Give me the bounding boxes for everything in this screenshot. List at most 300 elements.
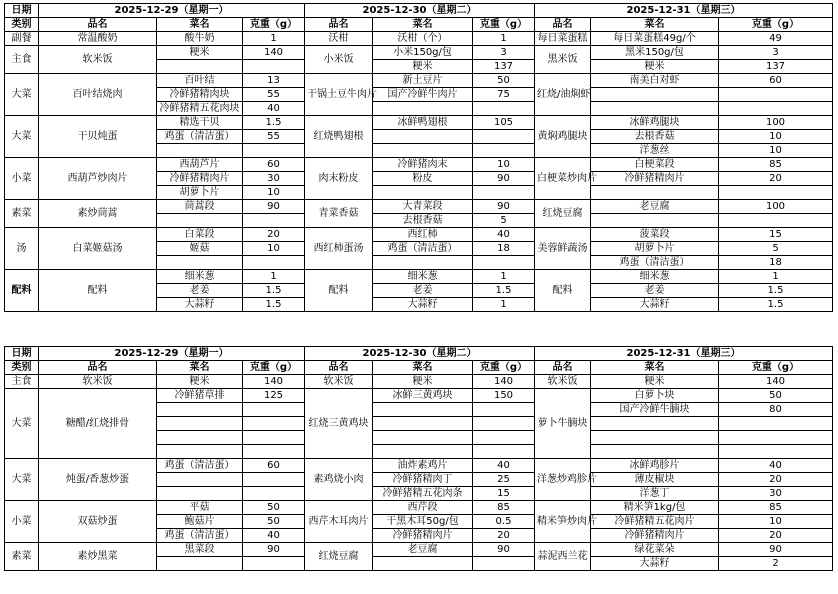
ingredient-cell: 冷鲜猪精肉片 [591, 529, 719, 543]
weight-cell: 40 [243, 529, 305, 543]
weight-cell: 5 [719, 242, 833, 256]
ingredient-cell: 粳米 [373, 60, 473, 74]
ingredient-cell: 百叶结 [157, 74, 243, 88]
date-label: 日期 [5, 4, 39, 18]
weight-cell: 90 [243, 543, 305, 557]
ingredient-cell: 粳米 [157, 375, 243, 389]
category-cell: 素菜 [5, 200, 39, 228]
ingredient-cell: 南美白对虾 [591, 74, 719, 88]
ingredient-cell: 冰鲜鸡胗片 [591, 459, 719, 473]
ingredient-cell [591, 445, 719, 459]
ingredient-cell: 冰鲜三黄鸡块 [373, 389, 473, 403]
ingredient-cell: 黑菜段 [157, 543, 243, 557]
ingredient-cell: 小米150g/包 [373, 46, 473, 60]
ingredient-cell: 姬菇 [157, 242, 243, 256]
weight-header: 克重（g） [719, 361, 833, 375]
day-header: 2025-12-31（星期三） [535, 347, 833, 361]
dish-name-cell: 软米饭 [305, 375, 373, 389]
ingredient-cell: 胡萝卜片 [591, 242, 719, 256]
ingredient-cell [373, 256, 473, 270]
weight-cell: 1.5 [243, 284, 305, 298]
ingredient-cell: 大蒜籽 [373, 298, 473, 312]
ingredient-cell: 薄皮椒块 [591, 473, 719, 487]
weight-cell: 20 [243, 228, 305, 242]
caiming-header: 菜名 [157, 18, 243, 32]
weight-cell: 105 [473, 116, 535, 130]
ingredient-cell: 酸牛奶 [157, 32, 243, 46]
weight-cell [243, 403, 305, 417]
weight-cell: 20 [473, 529, 535, 543]
dish-name-cell: 白菜姬菇汤 [39, 228, 157, 270]
ingredient-cell [157, 445, 243, 459]
weight-cell: 10 [719, 144, 833, 158]
ingredient-cell [157, 60, 243, 74]
pinming-header: 品名 [305, 361, 373, 375]
weight-cell: 140 [719, 375, 833, 389]
dish-name-cell: 白梗菜炒肉片 [535, 158, 591, 200]
ingredient-cell: 鸡蛋（清洁蛋） [157, 130, 243, 144]
ingredient-cell: 国产冷鲜牛肉片 [373, 88, 473, 102]
weight-cell: 1 [243, 270, 305, 284]
weight-cell: 40 [473, 459, 535, 473]
dish-name-cell: 配料 [39, 270, 157, 312]
weight-cell: 40 [719, 459, 833, 473]
weight-cell: 10 [719, 130, 833, 144]
ingredient-cell: 粳米 [373, 375, 473, 389]
weight-cell: 10 [243, 186, 305, 200]
ingredient-cell: 鲍菇片 [157, 515, 243, 529]
weight-cell [473, 102, 535, 116]
category-header: 类别 [5, 18, 39, 32]
ingredient-cell [157, 487, 243, 501]
ingredient-cell: 冷鲜猪精五花肉条 [373, 487, 473, 501]
column-header-row [5, 361, 833, 375]
ingredient-cell [373, 186, 473, 200]
weight-cell: 1.5 [719, 298, 833, 312]
ingredient-cell [157, 403, 243, 417]
dish-name-cell: 炖蛋/香葱炒蛋 [39, 459, 157, 501]
ingredient-cell: 冷鲜猪精肉片 [591, 172, 719, 186]
dish-name-cell: 常温酸奶 [39, 32, 157, 46]
weight-cell: 125 [243, 389, 305, 403]
category-cell: 主食 [5, 375, 39, 389]
table-row [5, 200, 833, 214]
dish-name-cell: 黑米饭 [535, 46, 591, 74]
caiming-header: 菜名 [157, 361, 243, 375]
weight-cell: 140 [243, 46, 305, 60]
ingredient-cell: 鸡蛋（清洁蛋） [157, 529, 243, 543]
ingredient-cell: 西芹段 [373, 501, 473, 515]
weight-cell [243, 60, 305, 74]
weight-cell: 90 [473, 543, 535, 557]
ingredient-cell [157, 557, 243, 571]
ingredient-cell [157, 473, 243, 487]
ingredient-cell: 鸡蛋（清洁蛋） [373, 242, 473, 256]
weight-cell: 1 [473, 298, 535, 312]
ingredient-cell: 西红柿 [373, 228, 473, 242]
weight-cell: 25 [473, 473, 535, 487]
ingredient-cell: 精米笋1kg/包 [591, 501, 719, 515]
ingredient-cell: 白萝卜块 [591, 389, 719, 403]
ingredient-cell: 冰鲜鸭翅根 [373, 116, 473, 130]
ingredient-cell [157, 417, 243, 431]
ingredient-cell: 洋葱丁 [591, 487, 719, 501]
dish-name-cell: 配料 [535, 270, 591, 312]
weight-cell: 15 [473, 487, 535, 501]
pinming-header: 品名 [305, 18, 373, 32]
weight-cell: 3 [719, 46, 833, 60]
weight-cell: 1.5 [243, 298, 305, 312]
ingredient-cell: 大蒜籽 [157, 298, 243, 312]
ingredient-cell: 菠菜段 [591, 228, 719, 242]
weight-cell [473, 557, 535, 571]
category-cell: 主食 [5, 46, 39, 74]
day-header: 2025-12-30（星期二） [305, 4, 535, 18]
weight-cell [473, 445, 535, 459]
weight-cell: 140 [243, 375, 305, 389]
weight-cell: 20 [719, 529, 833, 543]
dish-name-cell: 干锅土豆牛肉片 [305, 74, 373, 116]
weight-cell: 75 [473, 88, 535, 102]
weight-cell: 2 [719, 557, 833, 571]
dish-name-cell: 双菇炒蛋 [39, 501, 157, 543]
dish-name-cell: 小米饭 [305, 46, 373, 74]
weight-cell: 80 [719, 403, 833, 417]
day-header: 2025-12-31（星期三） [535, 4, 833, 18]
dish-name-cell: 红烧三黄鸡块 [305, 389, 373, 459]
date-header-row [5, 4, 833, 18]
dish-name-cell: 红烧豆腐 [305, 543, 373, 571]
weight-cell: 1.5 [473, 284, 535, 298]
ingredient-cell: 白菜段 [157, 228, 243, 242]
dish-name-cell: 美蓉鲜蔬汤 [535, 228, 591, 270]
ingredient-cell: 洋葱丝 [591, 144, 719, 158]
weight-cell [719, 102, 833, 116]
caiming-header: 菜名 [373, 18, 473, 32]
weight-cell [719, 445, 833, 459]
ingredient-cell: 老豆腐 [373, 543, 473, 557]
weight-cell [243, 417, 305, 431]
weight-cell [243, 214, 305, 228]
weight-cell: 20 [719, 172, 833, 186]
ingredient-cell: 去根香菇 [373, 214, 473, 228]
weight-cell: 55 [243, 88, 305, 102]
weight-cell: 18 [719, 256, 833, 270]
weight-cell: 18 [473, 242, 535, 256]
ingredient-cell: 黑米150g/包 [591, 46, 719, 60]
ingredient-cell: 去根香菇 [591, 130, 719, 144]
ingredient-cell: 细米葱 [157, 270, 243, 284]
weight-cell: 50 [719, 389, 833, 403]
weight-cell: 140 [473, 375, 535, 389]
weight-cell: 13 [243, 74, 305, 88]
weight-cell: 100 [719, 116, 833, 130]
weight-cell: 1 [473, 32, 535, 46]
table-row [5, 116, 833, 130]
ingredient-cell: 鸡蛋（清洁蛋） [591, 256, 719, 270]
menu-table-1-body [5, 4, 833, 312]
weight-cell [719, 214, 833, 228]
ingredient-cell: 精选干贝 [157, 116, 243, 130]
table-row [5, 32, 833, 46]
table-row [5, 74, 833, 88]
weight-cell: 137 [719, 60, 833, 74]
ingredient-cell: 平菇 [157, 501, 243, 515]
weight-cell: 1.5 [243, 116, 305, 130]
ingredient-cell: 西葫芦片 [157, 158, 243, 172]
weight-cell [473, 431, 535, 445]
ingredient-cell: 冷鲜猪精肉块 [157, 88, 243, 102]
weight-cell: 90 [719, 543, 833, 557]
ingredient-cell: 冷鲜猪精肉丁 [373, 473, 473, 487]
ingredient-cell [157, 256, 243, 270]
ingredient-cell: 细米葱 [373, 270, 473, 284]
ingredient-cell: 鸡蛋（清洁蛋） [157, 459, 243, 473]
weight-cell: 50 [473, 74, 535, 88]
weight-cell: 150 [473, 389, 535, 403]
weight-cell: 30 [719, 487, 833, 501]
dish-name-cell: 肉末粉皮 [305, 158, 373, 200]
dish-name-cell: 青菜香菇 [305, 200, 373, 228]
weight-cell: 60 [243, 158, 305, 172]
ingredient-cell: 冷鲜猪精肉片 [157, 172, 243, 186]
ingredient-cell: 粳米 [591, 375, 719, 389]
day-header: 2025-12-29（星期一） [39, 347, 305, 361]
caiming-header: 菜名 [591, 361, 719, 375]
ingredient-cell [591, 186, 719, 200]
weight-cell: 1 [719, 270, 833, 284]
dish-name-cell: 素炒黑菜 [39, 543, 157, 571]
weight-cell [243, 487, 305, 501]
ingredient-cell: 大青菜段 [373, 200, 473, 214]
weight-cell [719, 88, 833, 102]
ingredient-cell [373, 102, 473, 116]
weight-cell: 30 [243, 172, 305, 186]
ingredient-cell: 沃柑（个） [373, 32, 473, 46]
ingredient-cell: 国产冷鲜牛腩块 [591, 403, 719, 417]
dish-name-cell: 百叶结烧肉 [39, 74, 157, 116]
ingredient-cell: 干黑木耳50g/包 [373, 515, 473, 529]
dish-name-cell: 黄焖鸡腿块 [535, 116, 591, 158]
dish-name-cell: 精米笋炒肉片 [535, 501, 591, 543]
category-cell: 配料 [5, 270, 39, 312]
ingredient-cell [373, 431, 473, 445]
pinming-header: 品名 [39, 361, 157, 375]
table-row [5, 270, 833, 284]
weight-cell: 15 [719, 228, 833, 242]
category-cell: 大菜 [5, 74, 39, 116]
table-row [5, 228, 833, 242]
weight-cell: 137 [473, 60, 535, 74]
weight-cell [243, 557, 305, 571]
ingredient-cell: 冰鲜鸡腿块 [591, 116, 719, 130]
weight-header: 克重（g） [719, 18, 833, 32]
weight-cell: 1 [243, 32, 305, 46]
weight-cell [243, 445, 305, 459]
dish-name-cell: 红烧/油焖虾 [535, 74, 591, 116]
ingredient-cell [157, 144, 243, 158]
ingredient-cell: 老豆腐 [591, 200, 719, 214]
dish-name-cell: 糖醋/红烧排骨 [39, 389, 157, 459]
category-cell: 大菜 [5, 389, 39, 459]
dish-name-cell: 每日菜蛋糕 [535, 32, 591, 46]
ingredient-cell [591, 88, 719, 102]
weight-cell: 60 [243, 459, 305, 473]
ingredient-cell: 茼蒿段 [157, 200, 243, 214]
dish-name-cell: 软米饭 [39, 46, 157, 74]
menu-table-2 [4, 346, 833, 571]
ingredient-cell [591, 431, 719, 445]
category-cell: 素菜 [5, 543, 39, 571]
weight-cell: 50 [243, 515, 305, 529]
dish-name-cell: 洋葱炒鸡胗片 [535, 459, 591, 501]
dish-name-cell: 红烧鸭翅根 [305, 116, 373, 158]
dish-name-cell: 西芹木耳肉片 [305, 501, 373, 543]
ingredient-cell: 每日菜蛋糕49g/个 [591, 32, 719, 46]
weight-cell: 85 [719, 158, 833, 172]
ingredient-cell [373, 130, 473, 144]
ingredient-cell: 细米葱 [591, 270, 719, 284]
dish-name-cell: 萝卜牛腩块 [535, 389, 591, 459]
table-row [5, 158, 833, 172]
weight-cell [243, 144, 305, 158]
weight-header: 克重（g） [473, 18, 535, 32]
weight-cell: 20 [719, 473, 833, 487]
table-row [5, 501, 833, 515]
weight-cell [243, 256, 305, 270]
ingredient-cell [591, 214, 719, 228]
dish-name-cell: 软米饭 [535, 375, 591, 389]
pinming-header: 品名 [535, 361, 591, 375]
weight-cell: 0.5 [473, 515, 535, 529]
weight-cell: 90 [473, 200, 535, 214]
category-cell: 副餐 [5, 32, 39, 46]
weight-cell: 40 [473, 228, 535, 242]
table-row [5, 46, 833, 60]
ingredient-cell [373, 403, 473, 417]
weight-cell: 90 [473, 172, 535, 186]
weight-cell: 49 [719, 32, 833, 46]
weight-cell [243, 473, 305, 487]
weight-cell [719, 417, 833, 431]
weight-cell [243, 431, 305, 445]
date-label: 日期 [5, 347, 39, 361]
weight-cell [719, 186, 833, 200]
pinming-header: 品名 [39, 18, 157, 32]
weight-cell: 10 [719, 515, 833, 529]
category-cell: 小菜 [5, 501, 39, 543]
column-header-row [5, 18, 833, 32]
ingredient-cell [591, 417, 719, 431]
table-row [5, 543, 833, 557]
ingredient-cell [373, 557, 473, 571]
weight-cell [473, 144, 535, 158]
ingredient-cell: 老姜 [591, 284, 719, 298]
ingredient-cell: 冷鲜猪草排 [157, 389, 243, 403]
category-cell: 大菜 [5, 459, 39, 501]
ingredient-cell: 老姜 [373, 284, 473, 298]
weight-header: 克重（g） [243, 18, 305, 32]
weight-cell: 90 [243, 200, 305, 214]
weight-cell: 3 [473, 46, 535, 60]
ingredient-cell: 冷鲜猪精五花肉块 [157, 102, 243, 116]
ingredient-cell: 冷鲜猪肉末 [373, 158, 473, 172]
weight-cell: 60 [719, 74, 833, 88]
ingredient-cell: 绿花菜朵 [591, 543, 719, 557]
table-row [5, 375, 833, 389]
ingredient-cell: 冷鲜猪精五花肉片 [591, 515, 719, 529]
weight-cell [473, 256, 535, 270]
weight-cell: 1 [473, 270, 535, 284]
dish-name-cell: 素炒茼蒿 [39, 200, 157, 228]
ingredient-cell [591, 102, 719, 116]
ingredient-cell: 油炸素鸡片 [373, 459, 473, 473]
dish-name-cell: 蒜泥西兰花 [535, 543, 591, 571]
dish-name-cell: 红烧豆腐 [535, 200, 591, 228]
weight-cell: 1.5 [719, 284, 833, 298]
category-cell: 大菜 [5, 116, 39, 158]
caiming-header: 菜名 [373, 361, 473, 375]
dish-name-cell: 西葫芦炒肉片 [39, 158, 157, 200]
table-row [5, 389, 833, 403]
weight-cell: 55 [243, 130, 305, 144]
ingredient-cell: 粉皮 [373, 172, 473, 186]
dish-name-cell: 沃柑 [305, 32, 373, 46]
ingredient-cell: 大蒜籽 [591, 298, 719, 312]
ingredient-cell [373, 144, 473, 158]
ingredient-cell: 新土豆片 [373, 74, 473, 88]
ingredient-cell: 白梗菜段 [591, 158, 719, 172]
dish-name-cell: 西红柿蛋汤 [305, 228, 373, 270]
ingredient-cell: 大蒜籽 [591, 557, 719, 571]
weight-cell [473, 186, 535, 200]
weight-cell [719, 431, 833, 445]
weight-cell: 40 [243, 102, 305, 116]
menu-table-1 [4, 3, 833, 312]
menu-table-2-body [5, 347, 833, 571]
ingredient-cell: 老姜 [157, 284, 243, 298]
weight-cell: 50 [243, 501, 305, 515]
dish-name-cell: 干贝炖蛋 [39, 116, 157, 158]
category-cell: 小菜 [5, 158, 39, 200]
table-row [5, 459, 833, 473]
weight-header: 克重（g） [243, 361, 305, 375]
date-header-row [5, 347, 833, 361]
weight-cell [473, 403, 535, 417]
category-cell: 汤 [5, 228, 39, 270]
dish-name-cell: 素鸡烧小肉 [305, 459, 373, 501]
ingredient-cell: 粳米 [591, 60, 719, 74]
ingredient-cell: 胡萝卜片 [157, 186, 243, 200]
day-header: 2025-12-29（星期一） [39, 4, 305, 18]
ingredient-cell: 冷鲜猪精肉片 [373, 529, 473, 543]
ingredient-cell [373, 417, 473, 431]
dish-name-cell: 软米饭 [39, 375, 157, 389]
day-header: 2025-12-30（星期二） [305, 347, 535, 361]
ingredient-cell [373, 445, 473, 459]
caiming-header: 菜名 [591, 18, 719, 32]
weight-header: 克重（g） [473, 361, 535, 375]
ingredient-cell: 粳米 [157, 46, 243, 60]
weight-cell: 10 [243, 242, 305, 256]
dish-name-cell: 配料 [305, 270, 373, 312]
weight-cell [473, 130, 535, 144]
category-header: 类别 [5, 361, 39, 375]
weight-cell: 100 [719, 200, 833, 214]
weight-cell: 85 [719, 501, 833, 515]
pinming-header: 品名 [535, 18, 591, 32]
weight-cell [473, 417, 535, 431]
